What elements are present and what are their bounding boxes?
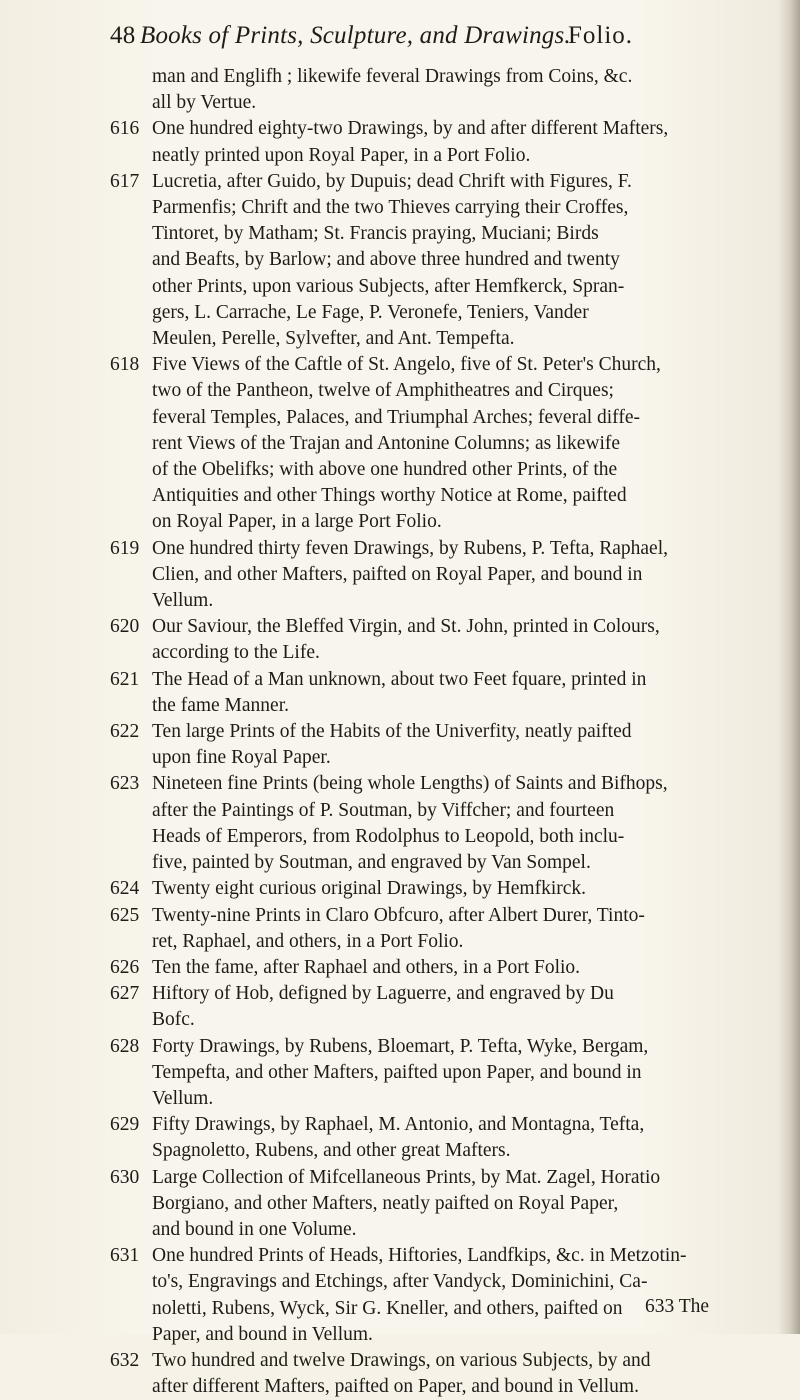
entry-number: 622 bbox=[110, 721, 140, 743]
catalogue-entry bbox=[110, 536, 750, 615]
catchword: 633 The bbox=[645, 1296, 710, 1317]
page-title: Books of Prints, Sculpture, and Drawings. bbox=[140, 22, 571, 49]
entry-text: Forty Drawings, by Rubens, Bloemart, P. Tefta, Wyke, Bergam, Tempefta, and other Mafters, paifted upon Paper, and bound in Vellum. bbox=[152, 1035, 649, 1109]
catalogue-entry bbox=[110, 1112, 750, 1164]
entry-number: 616 bbox=[110, 118, 140, 140]
catalogue-entry bbox=[110, 771, 750, 876]
entry-number: 621 bbox=[110, 668, 140, 690]
entry-number: 625 bbox=[110, 904, 140, 926]
entry-text: One hundred thirty feven Drawings, by Rubens, P. Tefta, Raphael, Clien, and other Mafters, paifted on Royal Paper, and bound in Vellum. bbox=[152, 537, 668, 612]
entry-text: Hiftory of Hob, defigned by Laguerre, and engraved by Du Bofc. bbox=[152, 983, 614, 1031]
catalogue-entry bbox=[110, 719, 750, 771]
catalogue-entry bbox=[110, 876, 750, 902]
entry-number: 618 bbox=[110, 354, 140, 376]
entry-number: 628 bbox=[110, 1035, 140, 1057]
catalogue-entries bbox=[110, 64, 750, 1400]
entry-text: The Head of a Man unknown, about two Feet fquare, printed in the fame Manner. bbox=[152, 668, 647, 716]
entry-text: Ten the fame, after Raphael and others, in a Port Folio. bbox=[152, 956, 581, 978]
entry-text: Lucretia, after Guido, by Dupuis; dead Chrift with Figures, F. Parmenfis; Chrift and the two Thieves carrying their Croffes, Tintoret, by Matham; St. Francis praying, Muciani; Birds and Beafts, by Barlow; and above three hundred and twenty other Prints, upon various Subjects, after Hemfkerck, Spran- gers, L. Carrache, Le Fage, P. Veronefe, Teniers, Vander Meulen, Perelle, Sylvefter, and Ant. Tempefta. bbox=[152, 170, 632, 350]
continuation-text: man and Englifh ; likewife feveral Drawings from Coins, &c. all by Vertue. bbox=[152, 66, 633, 114]
page-edge-shadow bbox=[778, 0, 800, 1334]
entry-text: Twenty-nine Prints in Claro Obfcuro, after Albert Durer, Tinto- ret, Raphael, and others, in a Port Folio. bbox=[152, 904, 645, 952]
catalogue-entry bbox=[110, 352, 750, 535]
entry-text: One hundred eighty-two Drawings, by and after different Mafters, neatly printed upon Royal Paper, in a Port Folio. bbox=[152, 118, 669, 166]
entry-number: 632 bbox=[110, 1349, 140, 1371]
catalogue-entry bbox=[110, 955, 750, 981]
entry-text: Fifty Drawings, by Raphael, M. Antonio, and Montagna, Tefta, Spagnoletto, Rubens, and other great Mafters. bbox=[152, 1114, 645, 1162]
entry-number: 631 bbox=[110, 1245, 140, 1267]
entry-text: Nineteen fine Prints (being whole Lengths) of Saints and Bifhops, after the Paintings of P. Soutman, by Viffcher; and fourteen Heads of Emperors, from Rodolphus to Leopold, both inclu- five, painted by Soutman, and engraved by Van Sompel. bbox=[152, 773, 668, 874]
entry-text: Large Collection of Mifcellaneous Prints, by Mat. Zagel, Horatio Borgiano, and other Mafters, neatly paifted on Royal Paper, and bound in one Volume. bbox=[152, 1166, 661, 1240]
entry-number: 620 bbox=[110, 616, 140, 638]
entry-text: Twenty eight curious original Drawings, by Hemfkirck. bbox=[152, 878, 587, 900]
entry-number: 624 bbox=[110, 878, 140, 900]
entry-number: 619 bbox=[110, 537, 140, 559]
entry-number: 623 bbox=[110, 773, 140, 795]
entry-text: Ten large Prints of the Habits of the Univerfity, neatly paifted upon fine Royal Paper. bbox=[152, 721, 632, 769]
entry-text: Two hundred and twelve Drawings, on various Subjects, by and after different Mafters, paifted on Paper, and bound in Vellum. bbox=[152, 1349, 651, 1398]
catalogue-entry bbox=[110, 1165, 750, 1244]
folio-label: Folio. bbox=[568, 22, 634, 49]
entry-number: 629 bbox=[110, 1114, 140, 1136]
entry-number: 626 bbox=[110, 956, 140, 978]
catalogue-entry bbox=[110, 1034, 750, 1113]
entry-number: 617 bbox=[110, 170, 140, 192]
catalogue-entry bbox=[110, 903, 750, 955]
entry-number: 627 bbox=[110, 983, 140, 1005]
catalogue-entry bbox=[110, 116, 750, 168]
entry-text: Our Saviour, the Bleffed Virgin, and St. John, printed in Colours, according to the Life. bbox=[152, 616, 660, 664]
entry-text: Five Views of the Caftle of St. Angelo, five of St. Peter's Church, two of the Pantheon, twelve of Amphitheatres and Cirques; feveral Temples, Palaces, and Triumphal Arches; feveral diffe- rent Views of the Trajan and Antonine Columns; as likewife of the Obelifks; with above one hundred other Prints, of the Antiquities and other Things worthy Notice at Rome, paifted on Royal Paper, in a large Port Folio. bbox=[152, 354, 661, 533]
entry-number: 630 bbox=[110, 1166, 140, 1188]
catalogue-entry bbox=[110, 614, 750, 666]
catalogue-entry bbox=[110, 1348, 750, 1400]
running-head bbox=[110, 22, 670, 58]
page-number: 48 bbox=[110, 22, 136, 49]
catalogue-entry bbox=[110, 169, 750, 352]
catalogue-entry bbox=[110, 981, 750, 1033]
entry-text: One hundred Prints of Heads, Hiftories, Landfkips, &c. in Metzotin- to's, Engravings and Etchings, after Vandyck, Dominichini, Ca- noletti, Rubens, Wyck, Sir G. Kneller, and others, paifted on Paper, and bound in Vellum. bbox=[152, 1245, 687, 1345]
catalogue-entry bbox=[110, 667, 750, 719]
